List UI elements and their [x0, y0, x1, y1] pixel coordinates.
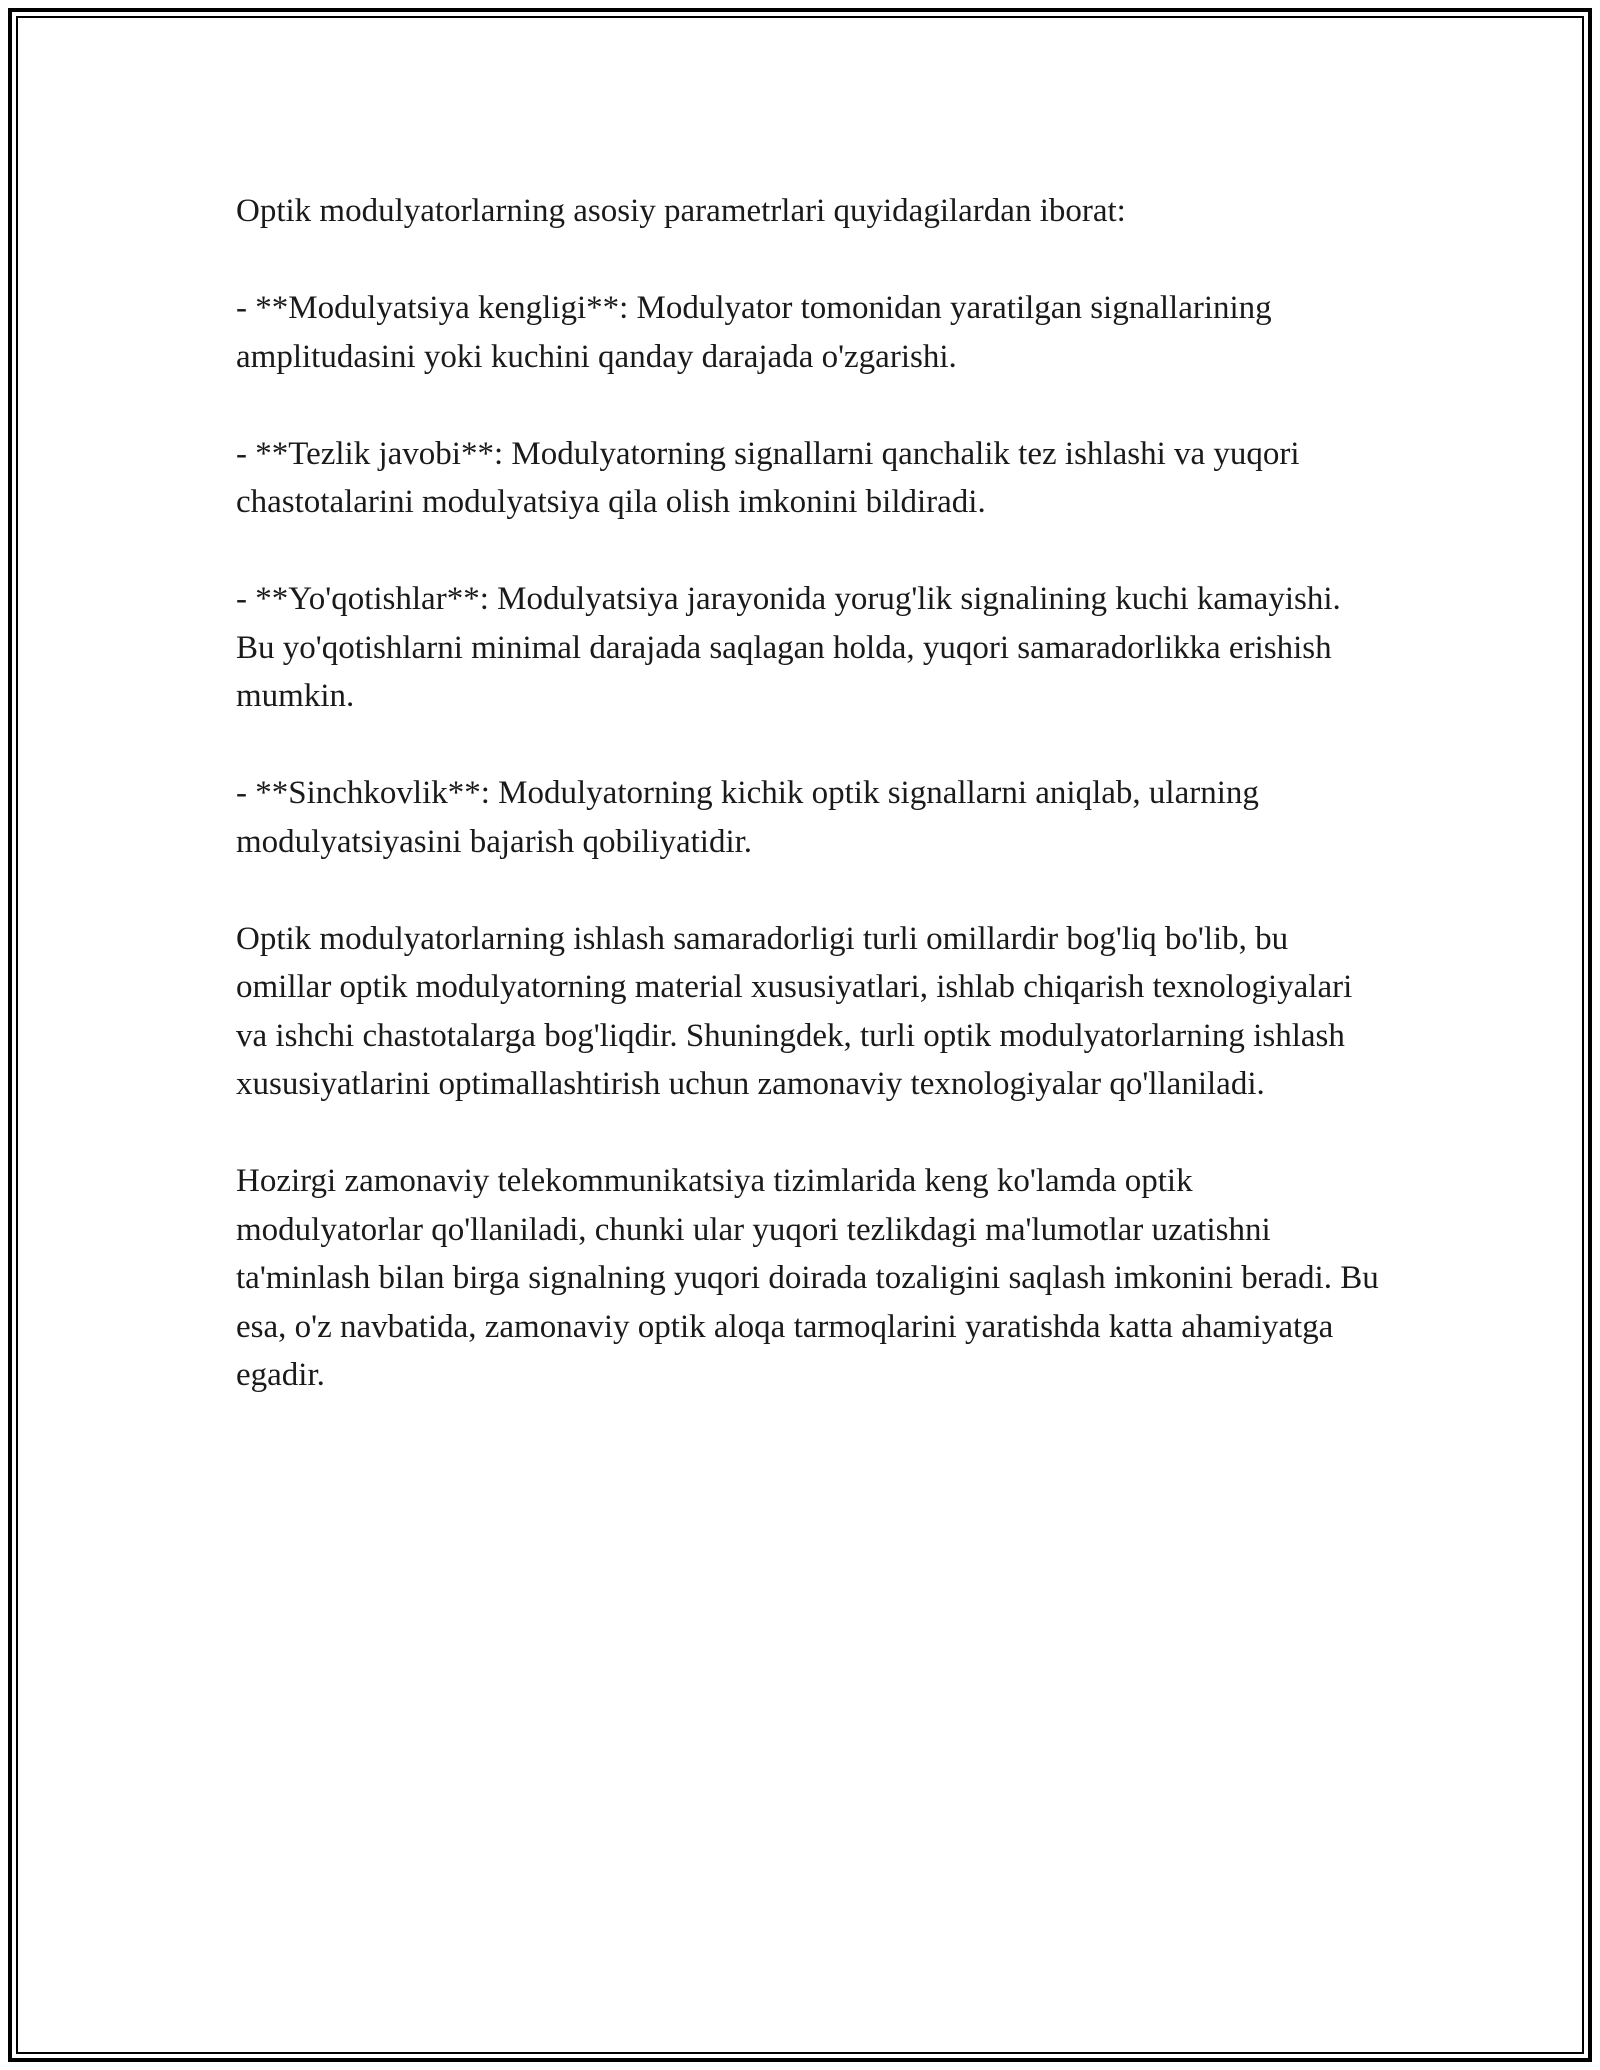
list-item-speed-response: - **Tezlik javobi**: Modulyatorning signallarni qanchalik tez ishlashi va yuqori chastotalarini modulyatsiya qila olish imkonini bildiradi.	[236, 435, 1300, 520]
document-body	[236, 187, 1386, 1448]
list-item-modulation-width: - **Modulyatsiya kengligi**: Modulyator tomonidan yaratilgan signallarining amplitudasini yoki kuchini qanday darajada o'zgarishi.	[236, 290, 1272, 375]
conclusion-paragraph: Hozirgi zamonaviy telekommunikatsiya tizimlarida keng ko'lamda optik modulyatorlar qo'llaniladi, chunki ular yuqori tezlikdagi ma'lumotlar uzatishni ta'minlash bilan birga signalning yuqori doirada tozaligini saqlash imkonini beradi. Bu esa, o'z navbatida, zamonaviy optik aloqa tarmoqlarini yaratishda katta ahamiyatga egadir.	[236, 1163, 1379, 1393]
list-item-losses: - **Yo'qotishlar**: Modulyatsiya jarayonida yorug'lik signalining kuchi kamayishi. Bu yo'qotishlarni minimal darajada saqlagan holda, yuqori samaradorlikka erishish mumkin.	[236, 581, 1341, 714]
efficiency-paragraph: Optik modulyatorlarning ishlash samaradorligi turli omillardir bog'liq bo'lib, bu omillar optik modulyatorning material xususiyatlari, ishlab chiqarish texnologiyalari va ishchi chastotalarga bog'liqdir. Shuningdek, turli optik modulyatorlarning ishlash xususiyatlarini optimallashtirish uchun zamonaviy texnologiyalar qo'llaniladi.	[236, 920, 1353, 1102]
list-item-sensitivity: - **Sinchkovlik**: Modulyatorning kichik optik signallarni aniqlab, ularning modulyatsiyasini bajarish qobiliyatidir.	[236, 775, 1259, 860]
intro-paragraph: Optik modulyatorlarning asosiy parametrlari quyidagilardan iborat:	[236, 193, 1126, 229]
